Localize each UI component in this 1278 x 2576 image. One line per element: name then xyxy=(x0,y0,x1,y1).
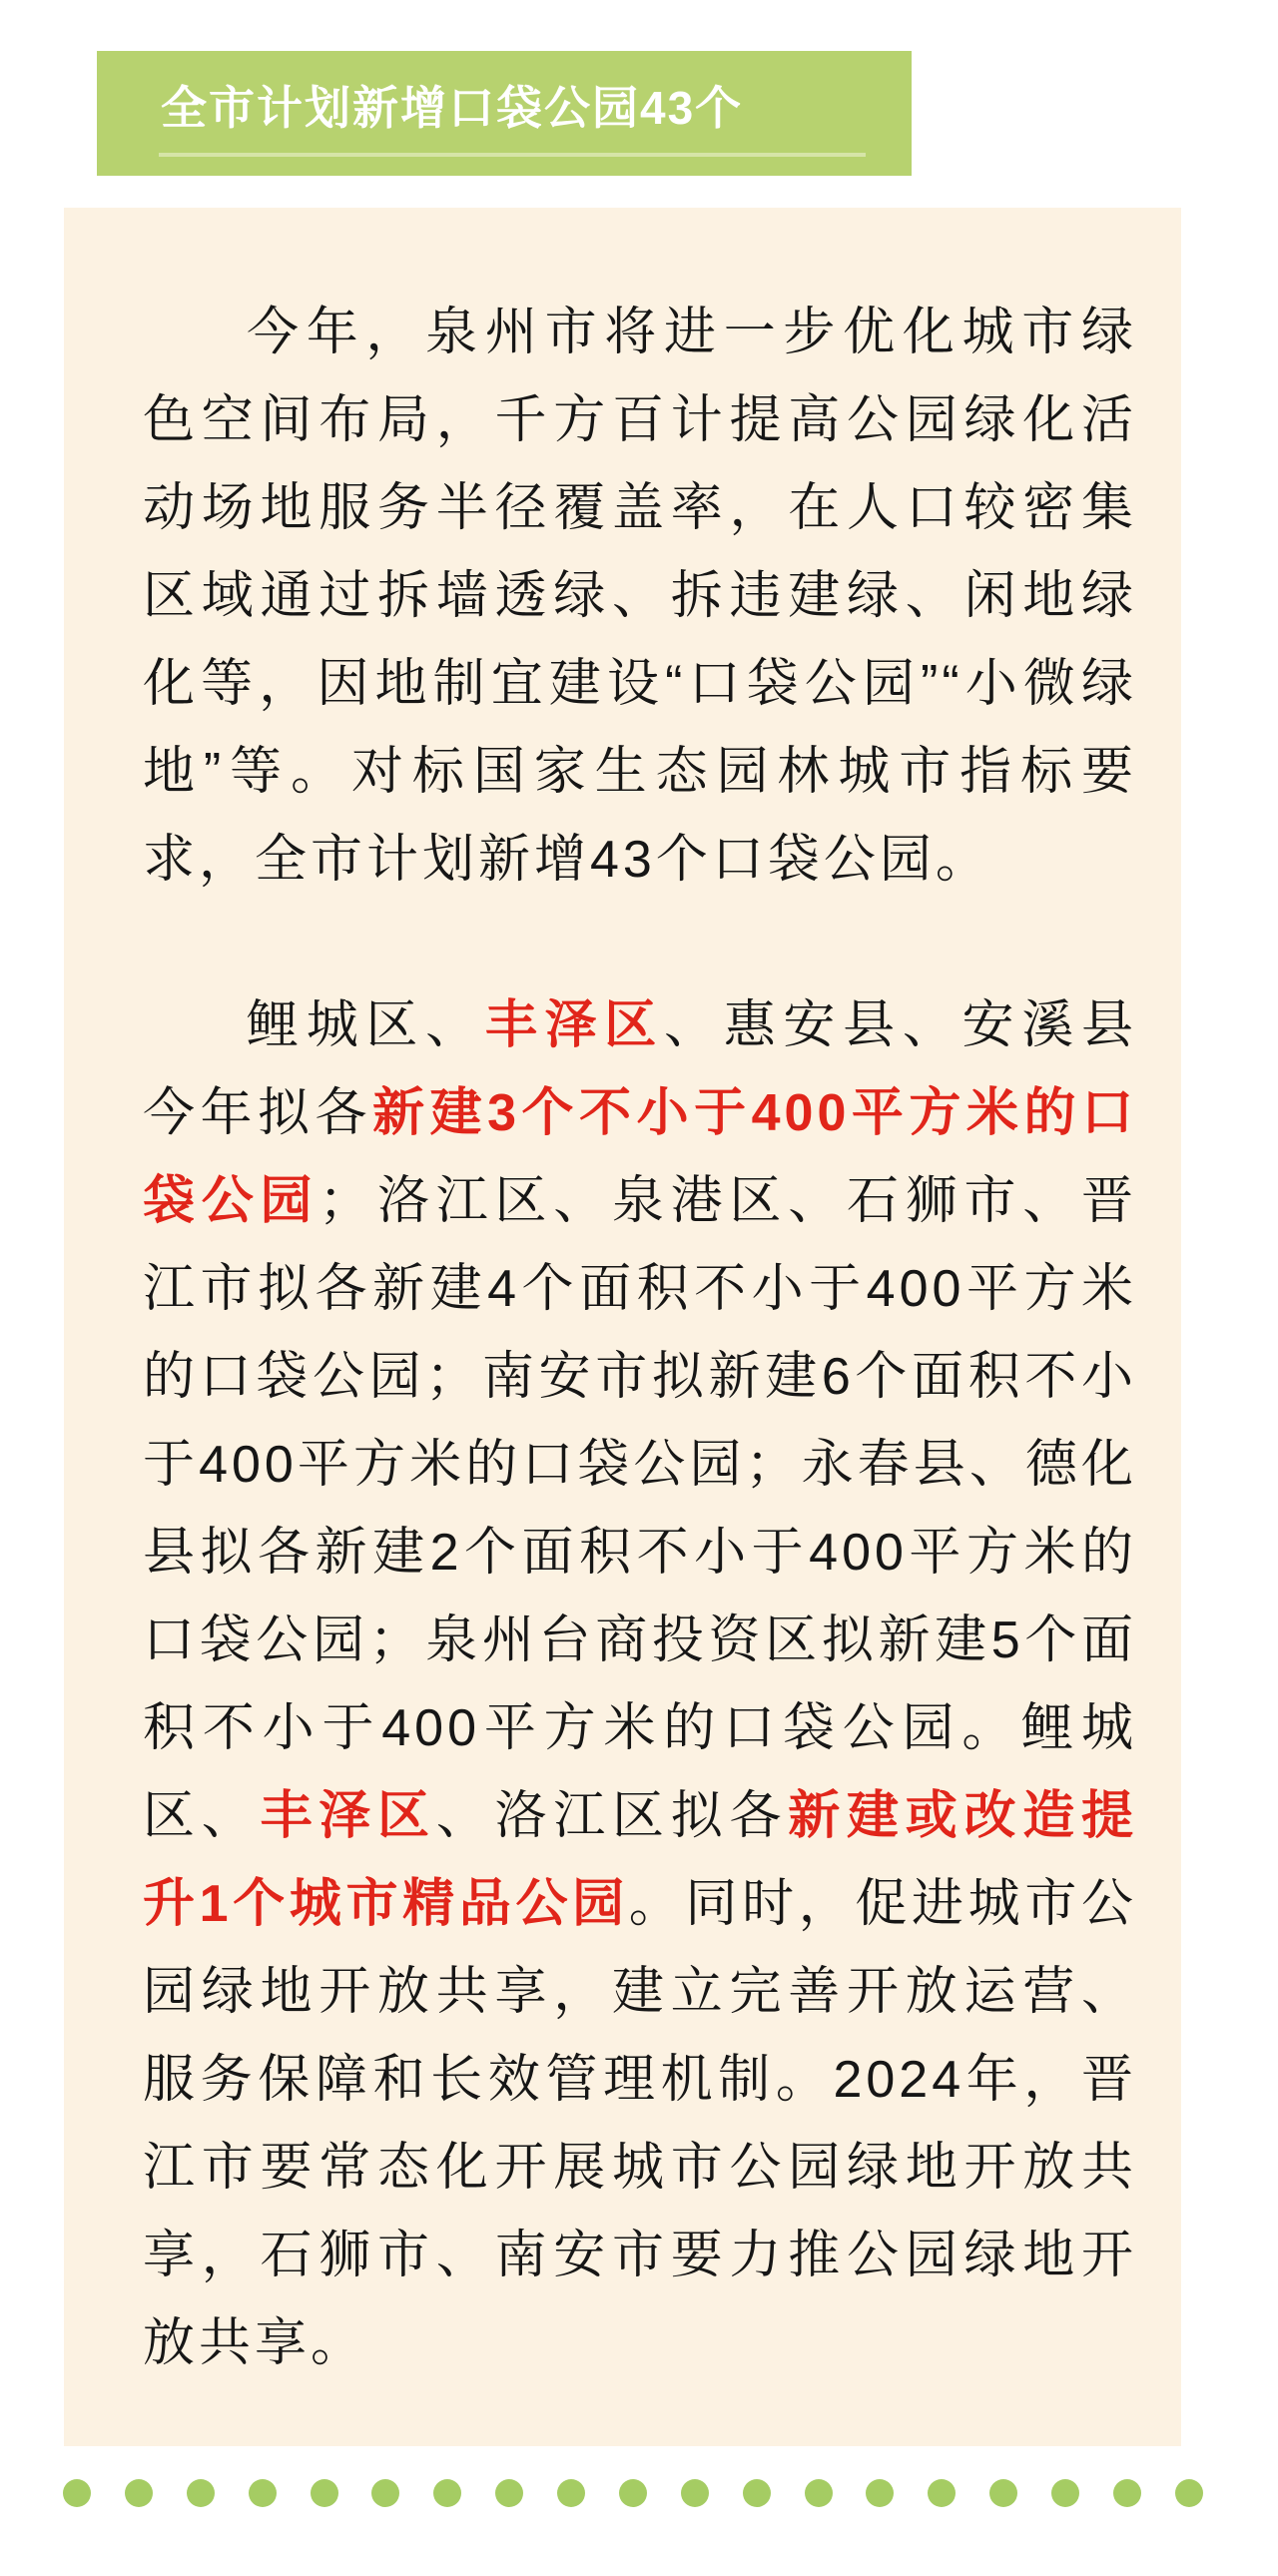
dot-icon xyxy=(249,2479,277,2507)
dot-icon xyxy=(866,2479,894,2507)
highlight-text: 丰泽区 xyxy=(260,1787,436,1845)
dot-icon xyxy=(805,2479,833,2507)
dot-icon xyxy=(63,2479,91,2507)
dot-icon xyxy=(928,2479,956,2507)
dot-icon xyxy=(187,2479,215,2507)
dot-icon xyxy=(557,2479,585,2507)
dot-icon xyxy=(433,2479,461,2507)
dot-icon xyxy=(989,2479,1017,2507)
highlight-text: 丰泽区 xyxy=(484,996,664,1054)
paragraph-text: ；洛江区、泉港区、石狮市、晋江市拟各新建4个面积不小于400平方米的口袋公园；南安市拟新建6个面积不小于400平方米的口袋公园；永春县、德化县拟各新建2个面积不小于400平方米的口袋公园；泉州台商投资区拟新建5个面积不小于400平方米的口袋公园。鲤城区、 xyxy=(143,1172,1137,1845)
dot-icon xyxy=(371,2479,399,2507)
dot-icon xyxy=(1175,2479,1203,2507)
dot-icon xyxy=(1051,2479,1079,2507)
dots-row xyxy=(63,2479,1203,2507)
paragraph-text: 、洛江区拟各 xyxy=(435,1787,789,1845)
highlight-text: 新建或改造提升1个城市精品公园 xyxy=(143,1787,1137,1933)
dot-icon xyxy=(1113,2479,1141,2507)
dot-icon xyxy=(619,2479,647,2507)
section-banner-title: 全市计划新增口袋公园43个 xyxy=(161,82,744,134)
dot-icon xyxy=(495,2479,523,2507)
article-paragraph-2 xyxy=(143,981,1137,2387)
highlight-text: 新建3个不小于400平方米的口袋公园 xyxy=(143,1084,1137,1230)
paragraph-text: 鲤城区、 xyxy=(247,996,485,1054)
section-banner xyxy=(97,51,912,176)
paragraph-text: 。同时，促进城市公园绿地开放共享，建立完善开放运营、服务保障和长效管理机制。2024年，晋江市要常态化开展城市公园绿地开放共享，石狮市、南安市要力推公园绿地开放共享。 xyxy=(143,1875,1137,2372)
banner-underline xyxy=(159,153,866,157)
dot-icon xyxy=(681,2479,709,2507)
paragraph-text: 、惠安县、安溪县今年拟各 xyxy=(143,996,1137,1142)
paragraph-text: 今年，泉州市将进一步优化城市绿色空间布局，千方百计提高公园绿化活动场地服务半径覆盖率，在人口较密集区域通过拆墙透绿、拆违建绿、闲地绿化等，因地制宜建设“口袋公园”“小微绿地”等。对标国家生态园林城市指标要求，全市计划新增43个口袋公园。 xyxy=(143,304,1137,889)
article-card xyxy=(64,208,1181,2446)
dot-icon xyxy=(743,2479,771,2507)
article-paragraph-1 xyxy=(143,289,1137,904)
dot-icon xyxy=(125,2479,153,2507)
dot-icon xyxy=(311,2479,338,2507)
